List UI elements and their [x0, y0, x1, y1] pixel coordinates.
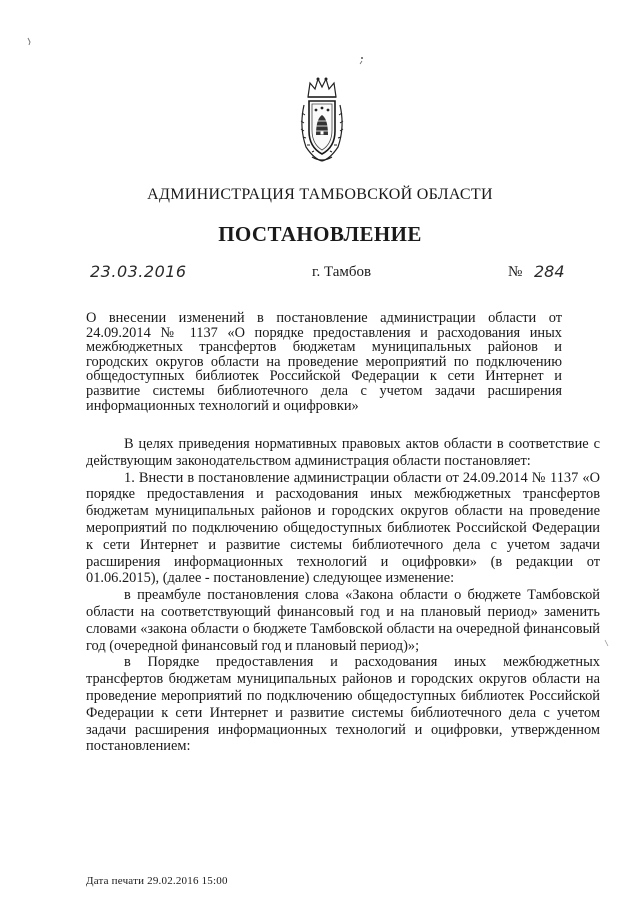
body-paragraph-preamble-change: в преамбуле постановления слова «Закона области о бюджете Тамбовской области на соответствующий финансовый год и на плановый период» заменить словами «закона области о бюджете Тамбовской области на очередной финансовый год (очередной финансовый год и плановый период)»; — [86, 587, 600, 654]
body-paragraph-preamble: В целях приведения нормативных правовых актов области в соответствие с действующим законодательством администрация области постановляет: — [86, 436, 600, 469]
city-label: г. Тамбов — [312, 264, 372, 280]
body-paragraph-procedure-change: в Порядке предоставления и расходования иных межбюджетных трансфертов бюджетам муниципальных районов и городских округов области на проведение мероприятий по подключению общедоступных библиотек Российской Федерации к сети Интернет и развитие системы библиотечного дела с учетом задачи расширения информационных технологий и оцифровки, утвержденном постановлением: — [86, 654, 600, 755]
document-subject: О внесении изменений в постановление администрации области от 24.09.2014 № 1137 «О порядке предоставления и расходования иных межбюджетных трансфертов бюджетам муниципальных районов и городских округов области на проведение мероприятий по подключению общедоступных библиотек Российской Федерации к сети Интернет и развитие системы библиотечного дела с учетом задачи расширения информационных технологий и оцифровки» — [86, 310, 562, 414]
number-label: № — [508, 264, 523, 280]
body-paragraph-item-1: 1. Внести в постановление администрации области от 24.09.2014 № 1137 «О порядке предоставления и расходования иных межбюджетных трансфертов бюджетам муниципальных районов и городских округов области на проведение мероприятий по подключению общедоступных библиотек Российской Федерации к сети Интернет и развитие системы библиотечного дела с учетом задачи расширения информационных технологий и оцифровки» (в редакции от 01.06.2015), (далее - постановление) следующее изменение: — [86, 469, 600, 587]
document-type-title: ПОСТАНОВЛЕНИЕ — [218, 222, 422, 246]
handwritten-number: 284 — [534, 262, 565, 281]
handwritten-date: 23.03.2016 — [90, 262, 187, 281]
print-date-footer: Дата печати 29.02.2016 15:00 — [86, 875, 228, 887]
organization-name: АДМИНИСТРАЦИЯ ТАМБОВСКОЙ ОБЛАСТИ — [147, 186, 493, 203]
